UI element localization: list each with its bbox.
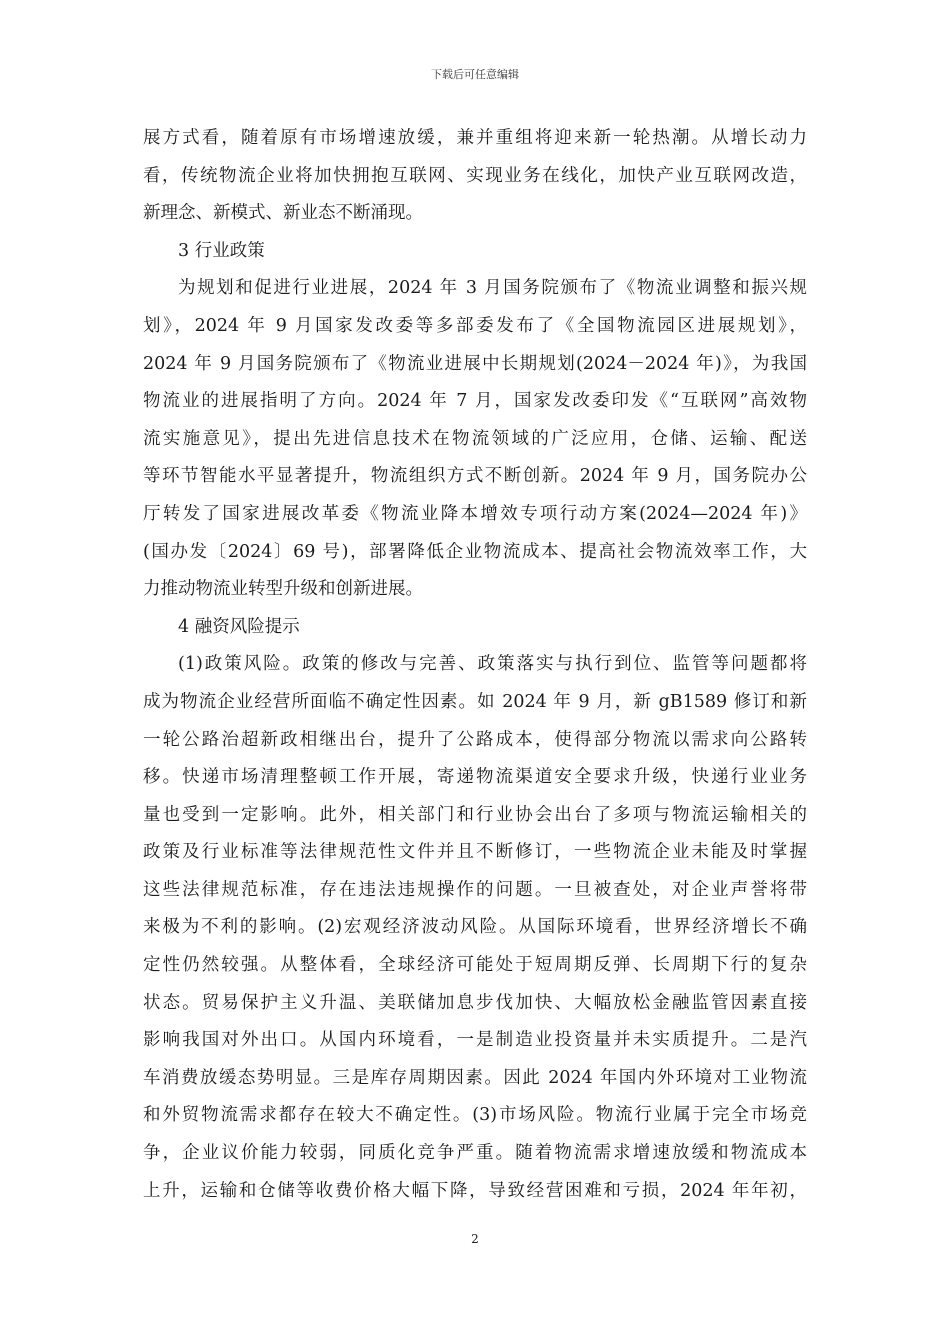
text-line: 量也受到一定影响。此外，相关部门和行业协会出台了多项与物流运输相关的	[143, 804, 807, 825]
text-line: 为规划和促进行业进展，2024 年 3 月国务院颁布了《物流业调整和振兴规	[178, 278, 807, 299]
text-line: 看，传统物流企业将加快拥抱互联网、实现业务在线化，加快产业互联网改造，	[143, 165, 807, 186]
text-line: 来极为不利的影响。(2)宏观经济波动风险。从国际环境看，世界经济增长不确	[143, 917, 807, 938]
text-line: 这些法律规范标准，存在违法违规操作的问题。一旦被查处，对企业声誉将带	[143, 879, 807, 900]
text-line: 和外贸物流需求都存在较大不确定性。(3)市场风险。物流行业属于完全市场竞	[143, 1105, 807, 1126]
text-line: 展方式看，随着原有市场增速放缓，兼并重组将迎来新一轮热潮。从增长动力	[143, 128, 807, 148]
text-line: 流实施意见》，提出先进信息技术在物流领域的广泛应用，仓储、运输、配送	[143, 428, 807, 449]
text-line: 上升，运输和仓储等收费价格大幅下降，导致经营困难和亏损，2024 年年初，	[143, 1180, 807, 1201]
text-line: 等环节智能水平显著提升，物流组织方式不断创新。2024 年 9 月，国务院办公	[143, 466, 807, 487]
text-line: 移。快递市场清理整顿工作开展，寄递物流渠道安全要求升级，快递行业业务	[143, 767, 807, 788]
text-line: 2024 年 9 月国务院颁布了《物流业进展中长期规划(2024－2024 年)》，为我国	[143, 353, 807, 374]
text-line: 状态。贸易保护主义升温、美联储加息步伐加快、大幅放松金融监管因素直接	[143, 992, 807, 1013]
section-heading: 4 融资风险提示	[178, 616, 300, 637]
text-line: 政策及行业标准等法律规范性文件并且不断修订，一些物流企业未能及时掌握	[143, 842, 807, 863]
text-line: 物流业的进展指明了方向。2024 年 7 月，国家发改委印发《“互联网”高效物	[143, 391, 807, 412]
text-line: 影响我国对外出口。从国内环境看，一是制造业投资量并未实质提升。二是汽	[143, 1030, 807, 1051]
text-line: 力推动物流业转型升级和创新进展。	[143, 579, 423, 600]
text-line: (1)政策风险。政策的修改与完善、政策落实与执行到位、监管等问题都将	[178, 654, 807, 675]
text-line: 成为物流企业经营所面临不确定性因素。如 2024 年 9 月，新 gB1589 修订和新	[143, 691, 807, 712]
document-body	[143, 120, 807, 1210]
text-line: 新理念、新模式、新业态不断涌现。	[143, 203, 423, 224]
page-header: 下载后可任意编辑	[431, 68, 519, 81]
text-line: (国办发〔2024〕69 号)，部署降低企业物流成本、提高社会物流效率工作，大	[143, 541, 807, 562]
page-number: 2	[471, 1232, 479, 1246]
text-line: 争，企业议价能力较弱，同质化竞争严重。随着物流需求增速放缓和物流成本	[143, 1143, 807, 1164]
text-line: 划》，2024 年 9 月国家发改委等多部委发布了《全国物流园区进展规划》，	[143, 315, 807, 336]
text-line: 厅转发了国家进展改革委《物流业降本增效专项行动方案(2024—2024 年)》	[143, 503, 807, 524]
text-line: 一轮公路治超新政相继出台，提升了公路成本，使得部分物流以需求向公路转	[143, 729, 807, 750]
text-line: 车消费放缓态势明显。三是库存周期因素。因此 2024 年国内外环境对工业物流	[143, 1067, 807, 1088]
text-line: 定性仍然较强。从整体看，全球经济可能处于短周期反弹、长周期下行的复杂	[143, 955, 807, 976]
section-heading: 3 行业政策	[178, 240, 265, 261]
